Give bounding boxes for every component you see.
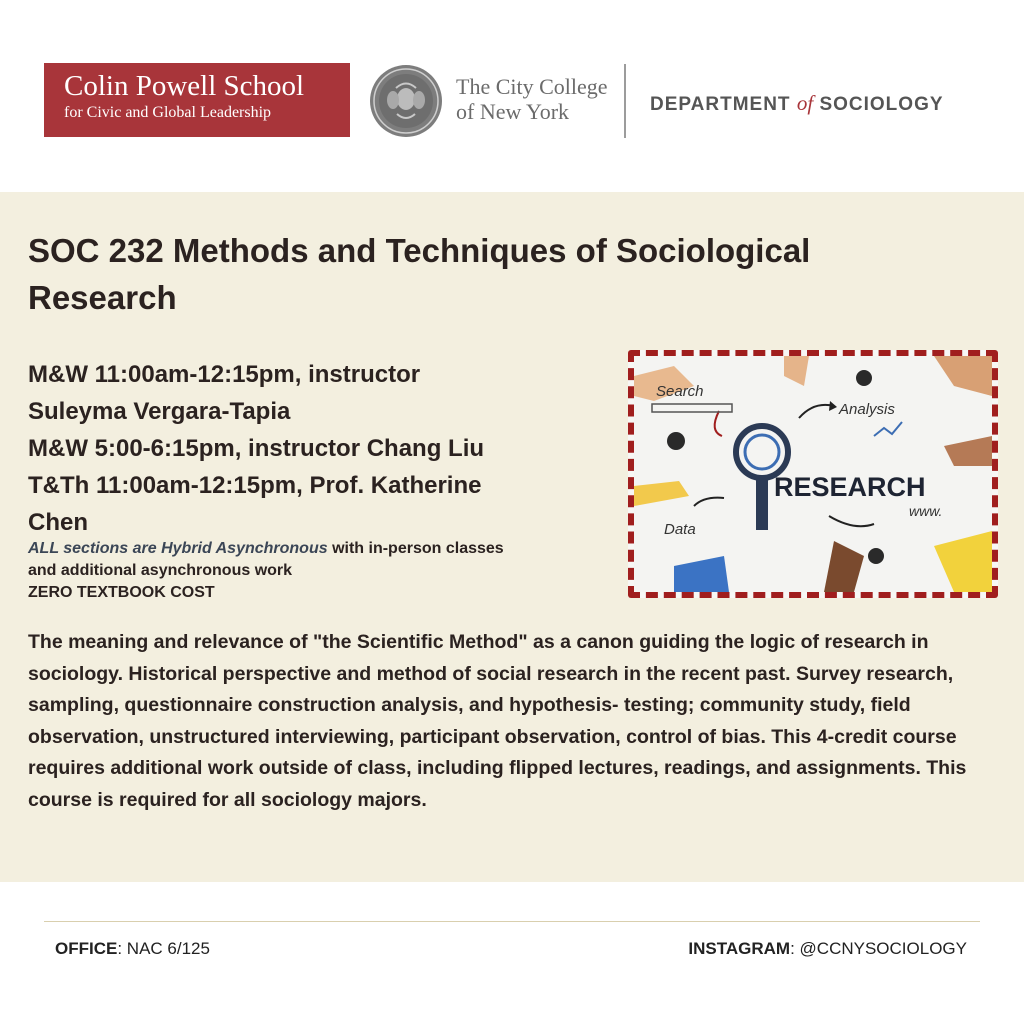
hybrid-note-emphasis: ALL sections are Hybrid Asynchronous: [28, 540, 328, 557]
college-name: [456, 74, 608, 124]
textbook-note: ZERO TEXTBOOK COST: [28, 584, 215, 601]
instagram-info: [688, 939, 967, 959]
word-analysis: Analysis: [839, 401, 895, 418]
dept-word-department: DEPARTMENT: [650, 94, 791, 115]
schedule-line: T&Th 11:00am-12:15pm, Prof. Katherine: [28, 472, 482, 499]
instagram-value: : @CCNYSOCIOLOGY: [790, 939, 967, 958]
schedule-line: M&W 5:00-6:15pm, instructor Chang Liu: [28, 435, 485, 462]
research-illustration: [628, 350, 998, 598]
dept-word-sociology: SOCIOLOGY: [819, 94, 944, 115]
course-title: SOC 232 Methods and Techniques of Sociological Research: [28, 232, 811, 316]
colin-powell-logo: [44, 63, 350, 137]
ccny-seal-icon: [369, 64, 443, 138]
office-info: [55, 939, 210, 959]
header: [0, 0, 1024, 192]
dept-word-of: of: [796, 91, 814, 115]
word-search: Search: [656, 383, 704, 400]
hybrid-note-line2: and additional asynchronous work: [28, 562, 293, 579]
course-description: The meaning and relevance of "the Scientific Method" as a canon guiding the logic of research in sociology. Historical perspective and method of social research in the recent past. Survey research, sampling, questionnaire construction analysis, and hypothesis- testing; community study, field observation, unstructured interviewing, participant observation, control of bias. This 4-credit course requires additional work outside of class, including flipped lectures, readings, and assignments. This course is required for all sociology majors.: [28, 631, 967, 811]
header-divider: [624, 64, 626, 138]
school-title: Colin Powell School: [64, 70, 305, 102]
word-research: RESEARCH: [774, 472, 926, 502]
office-label: OFFICE: [55, 939, 118, 958]
research-graphic: [634, 356, 992, 592]
office-value: : NAC 6/125: [117, 939, 210, 958]
hybrid-note-rest: with in-person classes: [327, 540, 504, 557]
college-line-2: of New York: [456, 99, 570, 124]
college-line-1: The City College: [456, 74, 608, 99]
word-data: Data: [664, 521, 696, 538]
schedule-line: Suleyma Vergara-Tapia: [28, 398, 291, 425]
word-www: www.: [909, 503, 943, 519]
schedule-line: M&W 11:00am-12:15pm, instructor: [28, 361, 421, 388]
section-schedule: [28, 356, 628, 541]
department-name: [650, 91, 944, 116]
instagram-label: INSTAGRAM: [688, 939, 791, 958]
footer-divider: [44, 921, 980, 922]
school-subtitle: for Civic and Global Leadership: [64, 104, 272, 121]
hybrid-note: [28, 538, 628, 560]
schedule-line: Chen: [28, 509, 88, 536]
course-notes: [28, 538, 628, 604]
